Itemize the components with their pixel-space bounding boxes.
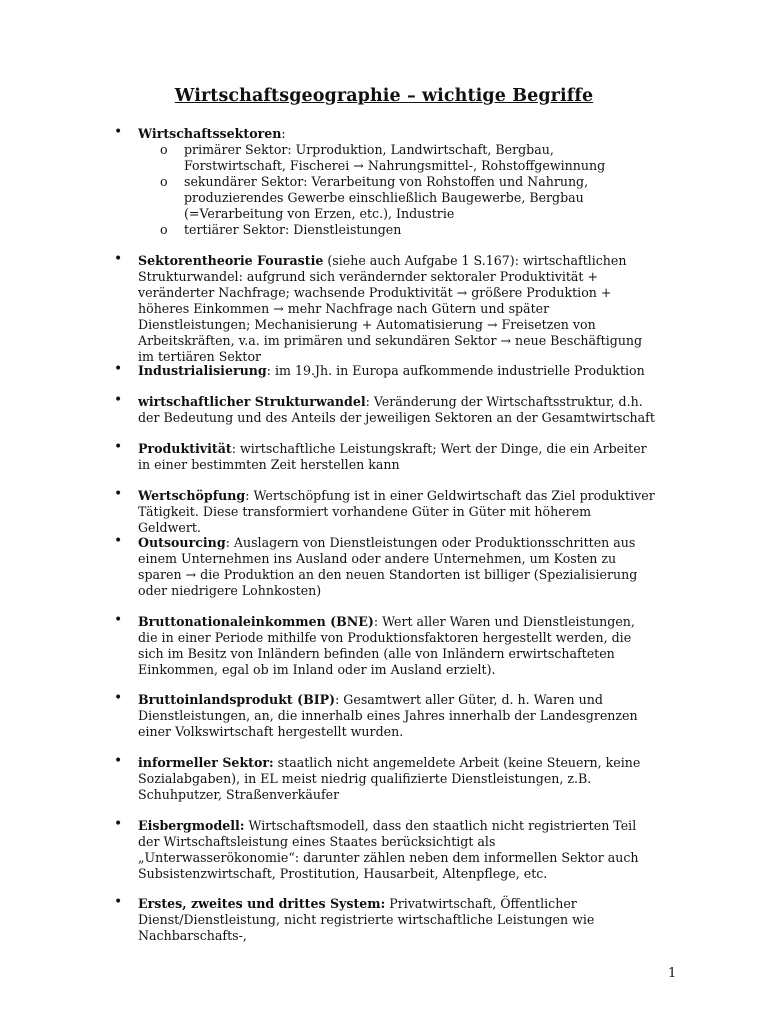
definition: : Wertschöpfung ist in einer Geldwirtschaft das Ziel produktiver Tätigkeit. Diese transformiert vorhandene Güter in Güter mit höherem Geldwert. — [138, 488, 655, 535]
definition: : Veränderung der Wirtschaftsstruktur, d.h. der Bedeutung und des Anteils der jeweiligen Sektoren an der Gesamtwirtschaft — [138, 394, 655, 425]
bullet-icon: • — [114, 894, 123, 910]
term: Bruttonationaleinkommen (BNE) — [138, 614, 374, 629]
sub-list-item: o primärer Sektor: Urproduktion, Landwirtschaft, Bergbau, Forstwirtschaft, Fischerei → Nahrungsmittel-, Rohstoffgewinnung — [160, 142, 606, 173]
definition: : Gesamtwert aller Güter, d. h. Waren und Dienstleistungen, an, die innerhalb eines Jahres innerhalb der Landesgrenzen einer Volkswirtschaft hergestellt wurden. — [138, 692, 638, 739]
term: informeller Sektor: — [138, 755, 274, 770]
definition: staatlich nicht angemeldete Arbeit (keine Steuern, keine Sozialabgaben), in EL meist niedrig qualifizierte Dienstleistungen, z.B. Schuhputzer, Straßenverkäufer — [138, 755, 641, 802]
bullet-icon: • — [114, 486, 123, 502]
definition: : im 19.Jh. in Europa aufkommende industrielle Produktion — [266, 363, 645, 378]
bullet-icon: • — [114, 361, 123, 377]
term: Produktivität — [138, 441, 232, 456]
bullet-icon: • — [114, 753, 123, 769]
term: Wirtschaftssektoren — [138, 126, 282, 141]
definition: Privatwirtschaft, Öffentlicher Dienst/Dienstleistung, nicht registrierte wirtschaftliche Leistungen wie Nachbarschafts-, — [138, 896, 595, 943]
definition: : — [281, 126, 286, 141]
definition: Wirtschaftsmodell, dass den staatlich nicht registrierten Teil der Wirtschaftsleistung eines Staates berücksichtigt als „Unterwasserökonomie“: darunter zählen neben dem informellen Sektor auch Subsistenzwirtschaft, Prostitution, Hausarbeit, Altenpflege, etc. — [138, 818, 639, 881]
bullet-icon: • — [114, 124, 123, 140]
definition: : Auslagern von Dienstleistungen oder Produktionsschritten aus einem Unternehmen ins Ausland oder andere Unternehmen, um Kosten zu sparen → die Produktion an den neuen Standorten ist billiger (Spezialisierung oder niedrigere Lohnkosten) — [138, 535, 638, 598]
page-title: Wirtschaftsgeographie – wichtige Begriffe — [174, 86, 594, 106]
term: Bruttoinlandsprodukt (BIP) — [138, 692, 336, 707]
term: Outsourcing — [138, 535, 226, 550]
bullet-icon: • — [114, 251, 123, 267]
term: Eisbergmodell: — [138, 818, 245, 833]
bullet-icon: • — [114, 612, 123, 628]
circle-bullet-icon: o — [160, 174, 168, 189]
bullet-icon: • — [114, 392, 123, 408]
sub-list-item: o tertiärer Sektor: Dienstleistungen — [160, 222, 402, 237]
circle-bullet-icon: o — [160, 222, 168, 237]
circle-bullet-icon: o — [160, 142, 168, 157]
definition: : wirtschaftliche Leistungskraft; Wert der Dinge, die ein Arbeiter in einer bestimmten Zeit herstellen kann — [138, 441, 647, 472]
term: wirtschaftlicher Strukturwandel — [138, 394, 366, 409]
bullet-icon: • — [114, 533, 123, 549]
page-number: 1 — [668, 966, 677, 981]
definition: : Wert aller Waren und Dienstleistungen, die in einer Periode mithilfe von Produktionsfaktoren hergestellt werden, die sich im Besitz von Inländern befinden (alle von Inländern erwirtschafteten Einkommen, egal ob im Inland oder im Ausland erzielt). — [138, 614, 635, 677]
bullet-icon: • — [114, 439, 123, 455]
term: Sektorentheorie Fourastie — [138, 253, 324, 268]
bullet-icon: • — [114, 816, 123, 832]
term: Erstes, zweites und drittes System: — [138, 896, 386, 911]
term: Industrialisierung — [138, 363, 267, 378]
sub-list — [138, 142, 658, 238]
bullet-icon: • — [114, 690, 123, 706]
sub-list-item: o sekundärer Sektor: Verarbeitung von Rohstoffen und Nahrung, produzierendes Gewerbe einschließlich Baugewerbe, Bergbau (=Verarbeitung von Erzen, etc.), Industrie — [160, 174, 589, 221]
definition: (siehe auch Aufgabe 1 S.167): wirtschaftlichen Strukturwandel: aufgrund sich verändernder sektoraler Produktivität + veränderter Nachfrage; wachsende Produktivität → größere Produktion + höheres Einkommen → mehr Nachfrage nach Gütern und später Dienstleistungen; Mechanisierung + Automatisierung → Freisetzen von Arbeitskräften, v.a. im primären und sekundären Sektor → neue Beschäftigung im tertiären Sektor — [138, 253, 643, 364]
term: Wertschöpfung — [138, 488, 246, 503]
